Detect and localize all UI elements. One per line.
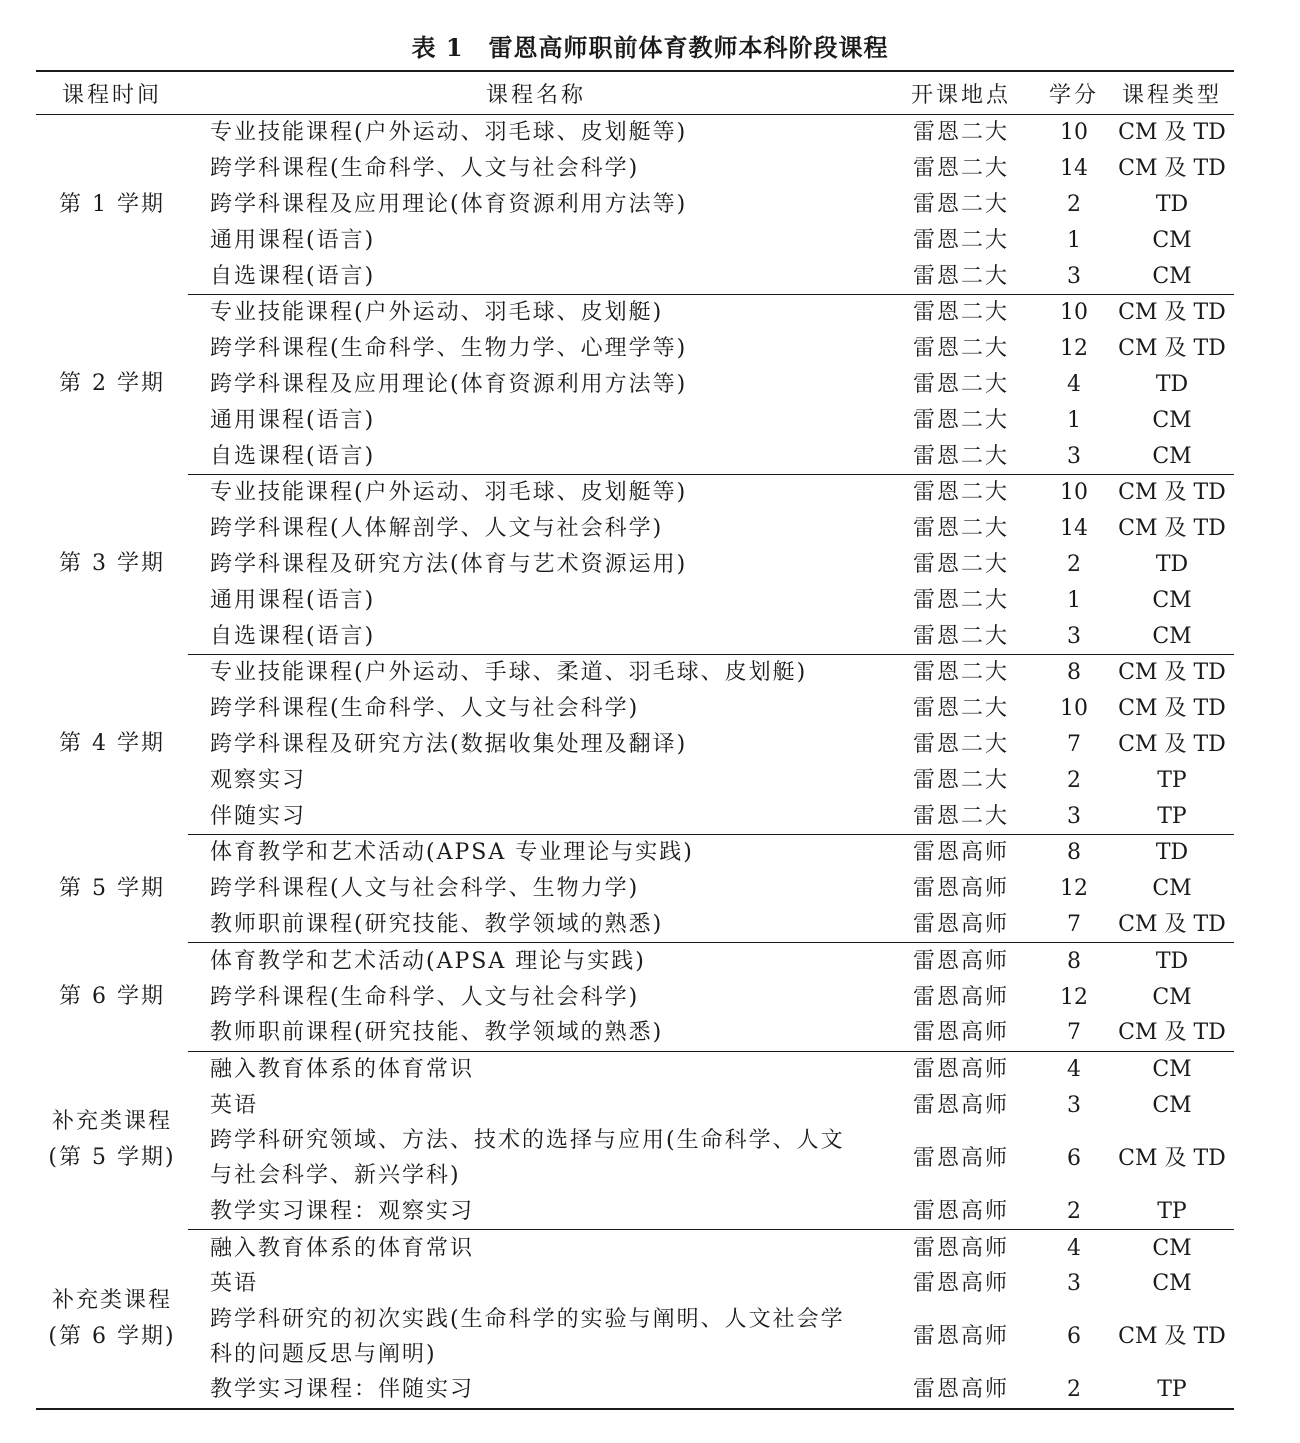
credit-cell: 3 [1038, 798, 1110, 834]
course-type-cell: CM 及 TD [1110, 1015, 1234, 1051]
table-row [36, 1051, 1234, 1087]
location-cell: 雷恩高师 [884, 907, 1038, 943]
course-name-cell: 教师职前课程(研究技能、教学领域的熟悉) [188, 1015, 884, 1051]
credit-cell: 7 [1038, 907, 1110, 943]
credit-cell: 10 [1060, 480, 1088, 506]
course-type-cell: CM 及 TD [1118, 696, 1226, 722]
credit-cell: 10 [1060, 120, 1088, 146]
location-cell: 雷恩二大 [912, 696, 1009, 722]
table-row [36, 187, 1234, 223]
credit-cell: 2 [1067, 551, 1081, 577]
credit-cell: 12 [1060, 984, 1088, 1010]
table-row [36, 979, 1234, 1015]
header-credits: 学分 [1048, 82, 1099, 108]
credit-cell: 8 [1067, 840, 1081, 866]
location-cell: 雷恩高师 [912, 840, 1009, 866]
credit-cell: 12 [1060, 336, 1088, 362]
course-type-cell: CM 及 TD [1118, 1324, 1226, 1350]
course-name-cell: 跨学科课程(人文与社会科学、生物力学) [210, 876, 640, 902]
course-name-cell: 英语 [210, 1271, 259, 1297]
credit-cell: 3 [1038, 618, 1110, 654]
header-course-time: 课程时间 [61, 82, 162, 108]
course-name-cell: 自选课程(语言) [188, 618, 884, 654]
credit-cell: 14 [1060, 516, 1088, 542]
table-row [36, 547, 1234, 583]
table-row [36, 258, 1234, 294]
location-cell: 雷恩高师 [912, 984, 1009, 1010]
course-type-cell: CM [1152, 876, 1192, 902]
course-type-cell: CM [1152, 1057, 1192, 1083]
table-row [36, 1302, 1234, 1372]
location-cell: 雷恩二大 [912, 336, 1009, 362]
course-name-cell: 跨学科课程(生命科学、生物力学、心理学等) [210, 336, 688, 362]
course-type-cell: TD [1155, 191, 1189, 217]
location-cell: 雷恩二大 [884, 258, 1038, 294]
course-type-cell: TD [1155, 551, 1189, 577]
table-row [36, 943, 1234, 979]
credit-cell: 3 [1038, 258, 1110, 294]
course-type-cell: TP [1110, 798, 1234, 834]
table-row [36, 798, 1234, 834]
course-name-cell: 专业技能课程(户外运动、羽毛球、皮划艇) [210, 300, 664, 326]
course-name-cell: 英语 [210, 1092, 259, 1118]
course-type-cell: CM [1110, 618, 1234, 654]
credit-cell: 1 [1067, 587, 1081, 613]
table-row [36, 367, 1234, 403]
credit-cell: 2 [1067, 767, 1081, 793]
location-cell: 雷恩二大 [912, 227, 1009, 253]
course-name-cell: 专业技能课程(户外运动、羽毛球、皮划艇等) [210, 120, 688, 146]
course-name-cell: 体育教学和艺术活动(APSA 专业理论与实践) [210, 840, 694, 866]
location-cell: 雷恩二大 [912, 767, 1009, 793]
table-row [36, 618, 1234, 654]
location-cell: 雷恩二大 [912, 156, 1009, 182]
course-name-cell: 教学实习课程：伴随实习 [210, 1377, 475, 1403]
credit-cell: 1 [1067, 227, 1081, 253]
course-type-cell: CM [1152, 227, 1192, 253]
period-cell: 第 2 学期 [59, 371, 165, 397]
table-row [36, 115, 1234, 151]
course-type-cell: CM [1152, 984, 1192, 1010]
period-cell: 补充类课程(第 5 学期) [48, 1109, 176, 1171]
course-name-cell: 伴随实习 [188, 798, 884, 834]
course-type-cell: CM [1152, 1235, 1192, 1261]
table-row [36, 438, 1234, 474]
course-type-cell: CM 及 TD [1118, 300, 1226, 326]
table-body [36, 115, 1234, 1409]
course-table [36, 70, 1234, 1410]
course-name-cell: 跨学科课程(生命科学、人文与社会科学) [210, 156, 640, 182]
table-row [36, 691, 1234, 727]
credit-cell: 3 [1067, 1092, 1081, 1118]
location-cell: 雷恩高师 [912, 1092, 1009, 1118]
location-cell: 雷恩二大 [912, 191, 1009, 217]
course-type-cell: CM [1152, 407, 1192, 433]
location-cell: 雷恩二大 [912, 480, 1009, 506]
course-type-cell: CM [1110, 258, 1234, 294]
table-row [36, 834, 1234, 870]
table-row [36, 1123, 1234, 1193]
location-cell: 雷恩高师 [912, 1235, 1009, 1261]
table-title: 表 1 雷恩高师职前体育教师本科阶段课程 [411, 33, 889, 62]
course-name-cell: 跨学科课程及研究方法(体育与艺术资源运用) [210, 551, 688, 577]
credit-cell: 7 [1067, 731, 1081, 757]
course-name-cell: 跨学科课程(生命科学、人文与社会科学) [210, 984, 640, 1010]
location-cell: 雷恩二大 [912, 660, 1009, 686]
period-cell: 第 4 学期 [59, 731, 165, 757]
location-cell: 雷恩二大 [884, 798, 1038, 834]
course-type-cell: CM [1152, 587, 1192, 613]
course-name-cell: 教学实习课程：观察实习 [188, 1193, 884, 1229]
table-row [36, 1230, 1234, 1266]
location-cell: 雷恩高师 [912, 948, 1009, 974]
course-type-cell: CM [1152, 1092, 1192, 1118]
table-row [36, 907, 1234, 943]
table-row [36, 1266, 1234, 1302]
location-cell: 雷恩二大 [912, 551, 1009, 577]
course-type-cell: CM 及 TD [1118, 336, 1226, 362]
credit-cell: 10 [1060, 300, 1088, 326]
location-cell: 雷恩高师 [884, 1015, 1038, 1051]
credit-cell: 7 [1038, 1015, 1110, 1051]
table-row [36, 871, 1234, 907]
credit-cell: 2 [1067, 1377, 1081, 1403]
course-name-cell: 跨学科课程(生命科学、人文与社会科学) [210, 696, 640, 722]
table-row [36, 474, 1234, 510]
table-row [36, 511, 1234, 547]
table-row [36, 762, 1234, 798]
table-row [36, 1088, 1234, 1124]
course-type-cell: TD [1155, 840, 1189, 866]
location-cell: 雷恩高师 [912, 1377, 1009, 1403]
course-name-cell: 跨学科课程及应用理论(体育资源利用方法等) [210, 191, 688, 217]
course-name-cell: 教师职前课程(研究技能、教学领域的熟悉) [188, 907, 884, 943]
course-type-cell: CM 及 TD [1118, 731, 1226, 757]
course-name-cell: 跨学科研究领域、方法、技术的选择与应用(生命科学、人文与社会科学、新兴学科) [210, 1128, 845, 1189]
course-type-cell: TP [1157, 767, 1187, 793]
credit-cell: 3 [1067, 1271, 1081, 1297]
course-name-cell: 观察实习 [210, 767, 307, 793]
location-cell: 雷恩二大 [912, 731, 1009, 757]
course-type-cell: CM 及 TD [1118, 120, 1226, 146]
course-type-cell: TD [1155, 371, 1189, 397]
course-name-cell: 跨学科课程(人体解剖学、人文与社会科学) [210, 516, 664, 542]
course-name-cell: 融入教育体系的体育常识 [210, 1057, 475, 1083]
header-row [36, 71, 1234, 115]
course-type-cell: CM [1110, 438, 1234, 474]
course-type-cell: CM 及 TD [1118, 660, 1226, 686]
location-cell: 雷恩二大 [912, 120, 1009, 146]
table-row [36, 1015, 1234, 1051]
credit-cell: 3 [1038, 438, 1110, 474]
course-name-cell: 自选课程(语言) [188, 258, 884, 294]
credit-cell: 8 [1067, 948, 1081, 974]
course-type-cell: CM 及 TD [1118, 1145, 1226, 1171]
period-cell: 补充类课程(第 6 学期) [48, 1287, 176, 1349]
course-type-cell: CM 及 TD [1118, 480, 1226, 506]
header-course-type: 课程类型 [1121, 82, 1222, 108]
table-row [36, 222, 1234, 258]
table-row [36, 654, 1234, 690]
course-name-cell: 通用课程(语言) [210, 407, 376, 433]
course-name-cell: 跨学科课程及研究方法(数据收集处理及翻译) [210, 731, 688, 757]
credit-cell: 8 [1067, 660, 1081, 686]
table-row [36, 402, 1234, 438]
credit-cell: 12 [1060, 876, 1088, 902]
period-cell: 第 1 学期 [59, 191, 165, 217]
table-row [36, 727, 1234, 763]
credit-cell: 2 [1067, 191, 1081, 217]
course-type-cell: CM 及 TD [1118, 516, 1226, 542]
course-type-cell: TP [1157, 1377, 1187, 1403]
location-cell: 雷恩高师 [912, 1271, 1009, 1297]
course-type-cell: TP [1110, 1193, 1234, 1229]
table-row [36, 294, 1234, 330]
location-cell: 雷恩高师 [912, 1057, 1009, 1083]
course-name-cell: 通用课程(语言) [210, 227, 376, 253]
course-name-cell: 跨学科课程及应用理论(体育资源利用方法等) [210, 371, 688, 397]
location-cell: 雷恩高师 [912, 876, 1009, 902]
credit-cell: 14 [1060, 156, 1088, 182]
location-cell: 雷恩高师 [912, 1324, 1009, 1350]
credit-cell: 4 [1067, 1057, 1081, 1083]
table-row [36, 331, 1234, 367]
location-cell: 雷恩二大 [884, 618, 1038, 654]
location-cell: 雷恩高师 [912, 1145, 1009, 1171]
table-row [36, 1193, 1234, 1229]
location-cell: 雷恩二大 [912, 371, 1009, 397]
course-type-cell: CM 及 TD [1118, 156, 1226, 182]
course-type-cell: TD [1155, 948, 1189, 974]
course-name-cell: 跨学科研究的初次实践(生命科学的实验与阐明、人文社会学科的问题反思与阐明) [210, 1306, 845, 1367]
credit-cell: 2 [1038, 1193, 1110, 1229]
location-cell: 雷恩二大 [912, 587, 1009, 613]
location-cell: 雷恩二大 [912, 300, 1009, 326]
table-row [36, 151, 1234, 187]
credit-cell: 6 [1067, 1324, 1081, 1350]
course-name-cell: 通用课程(语言) [210, 587, 376, 613]
header-course-name: 课程名称 [485, 82, 586, 108]
course-type-cell: CM [1152, 1271, 1192, 1297]
header-location: 开课地点 [910, 82, 1011, 108]
course-name-cell: 自选课程(语言) [188, 438, 884, 474]
credit-cell: 4 [1067, 1235, 1081, 1261]
table-row [36, 1372, 1234, 1409]
location-cell: 雷恩高师 [884, 1193, 1038, 1229]
course-name-cell: 专业技能课程(户外运动、手球、柔道、羽毛球、皮划艇) [210, 660, 808, 686]
credit-cell: 10 [1060, 696, 1088, 722]
course-name-cell: 融入教育体系的体育常识 [210, 1235, 475, 1261]
credit-cell: 1 [1067, 407, 1081, 433]
location-cell: 雷恩二大 [912, 516, 1009, 542]
location-cell: 雷恩二大 [912, 407, 1009, 433]
course-name-cell: 专业技能课程(户外运动、羽毛球、皮划艇等) [210, 480, 688, 506]
course-type-cell: CM 及 TD [1110, 907, 1234, 943]
credit-cell: 4 [1067, 371, 1081, 397]
credit-cell: 6 [1067, 1145, 1081, 1171]
period-cell: 第 3 学期 [59, 551, 165, 577]
location-cell: 雷恩二大 [884, 438, 1038, 474]
table-row [36, 582, 1234, 618]
period-cell: 第 6 学期 [59, 984, 165, 1010]
course-name-cell: 体育教学和艺术活动(APSA 理论与实践) [210, 948, 646, 974]
period-cell: 第 5 学期 [59, 875, 165, 901]
